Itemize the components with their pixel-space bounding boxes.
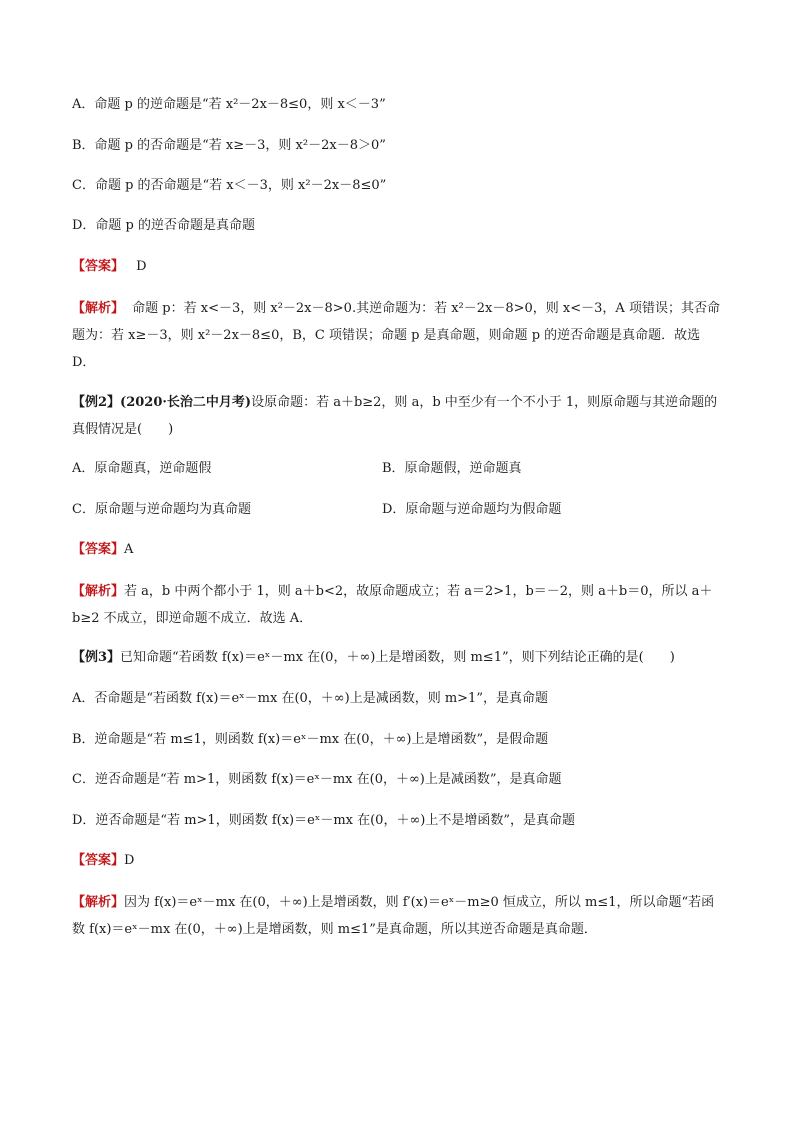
analysis-3 [72,889,724,943]
option-c: C．命题 p 的否命题是“若 x＜－3，则 x²－2x－8≤0” [72,178,387,193]
answer-3 [72,848,724,874]
answer-value: D [136,259,147,274]
analysis-text: 命题 p：若 x<－3，则 x²－2x－8>0.其逆命题为：若 x²－2x－8>0，则 x<－3，A 项错误；其否命题为：若 x≥－3，则 x²－2x－8≤0，B，C 项错误；命题 p 是真命题，则命题 p 的逆否命题是真命题．故选 D． [72,301,720,370]
analysis-text: 若 a，b 中两个都小于 1，则 a＋b<2，故原命题成立；若 a＝2>1，b＝－2，则 a＋b＝0，所以 a＋b≥2 不成立，即逆命题不成立．故选 A． [72,584,713,626]
answer-1 [72,254,724,280]
option-d: D．命题 p 的逆否命题是真命题 [72,218,256,233]
example-2-question [72,389,724,443]
answer-2 [72,537,724,563]
example-2-row-2 [72,497,724,523]
analysis-2 [72,578,724,632]
answer-label: 【答案】 [72,259,125,274]
example-3-question [72,645,724,671]
answer-label: 【答案】 [72,542,125,557]
option-b: B．逆命题是“若 m≤1，则函数 f(x)＝eˣ－mx 在(0，＋∞)上是增函数”，是假命题 [72,732,549,747]
example-label: 【例2】 [72,395,121,410]
analysis-label: 【解析】 [72,584,125,599]
answer-value: D [124,853,135,868]
option-a: A．原命题真，逆命题假 [72,461,212,476]
analysis-text: 因为 f(x)＝eˣ－mx 在(0，＋∞)上是增函数，则 f′(x)＝eˣ－m≥0 恒成立，所以 m≤1，所以命题“若函数 f(x)＝eˣ－mx 在(0，＋∞)上是增函数，则 m≤1”是真命题，所以其逆否命题是真命题． [72,895,715,937]
example-label: 【例3】 [72,650,121,665]
option-b: B．命题 p 的否命题是“若 x≥－3，则 x²－2x－8＞0” [72,138,386,153]
analysis-1 [72,295,724,376]
option-a: A．否命题是“若函数 f(x)＝eˣ－mx 在(0，＋∞)上是减函数，则 m>1”，是真命题 [72,691,548,706]
example-2-row-1 [72,456,724,482]
option-d: D．逆否命题是“若 m>1，则函数 f(x)＝eˣ－mx 在(0，＋∞)上不是增函数”，是真命题 [72,813,575,828]
question-text: 设原命题：若 a＋b≥2，则 a，b 中至少有一个不小于 1，则原命题与其逆命题的真假情况是( ) [72,395,718,437]
analysis-label: 【解析】 [72,301,125,316]
answer-value: A [124,542,134,557]
option-b: B．原命题假，逆命题真 [382,461,522,476]
option-a: A．命题 p 的逆命题是“若 x²－2x－8≤0，则 x＜－3” [72,97,386,112]
question-text: 已知命题“若函数 f(x)＝eˣ－mx 在(0，＋∞)上是增函数，则 m≤1”，则下列结论正确的是( ) [120,650,675,665]
example-source: (2020·长治二中月考) [120,395,252,410]
answer-label: 【答案】 [72,853,125,868]
option-c: C．原命题与逆命题均为真命题 [72,502,251,517]
option-c: C．逆否命题是“若 m>1，则函数 f(x)＝eˣ－mx 在(0，＋∞)上是减函数”，是真命题 [72,772,562,787]
analysis-label: 【解析】 [72,895,125,910]
option-d: D．原命题与逆命题均为假命题 [382,502,562,517]
